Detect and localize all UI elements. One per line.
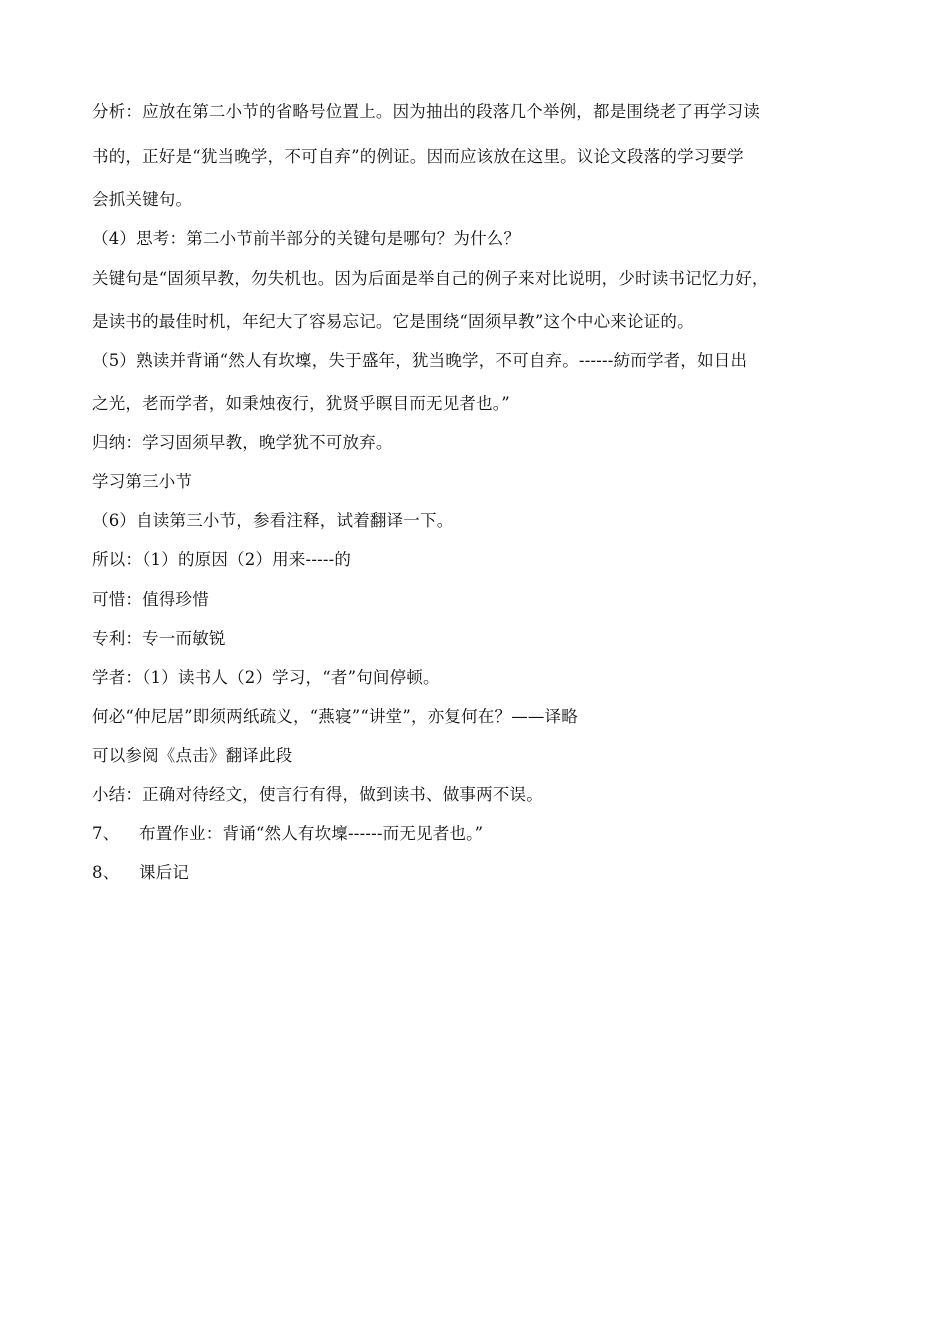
key-sentence-line-2: 是读书的最佳时机，年纪大了容易忘记。它是围绕“固须早教”这个中心来论证的。 bbox=[92, 312, 694, 331]
conclusion-line: 小结：正确对待经文，使言行有得，做到读书、做事两不误。 bbox=[92, 785, 543, 804]
reference-line: 可以参阅《点击》翻译此段 bbox=[92, 746, 293, 765]
analysis-line-1: 分析：应放在第二小节的省略号位置上。因为抽出的段落几个举例，都是围绕老了再学习读 bbox=[92, 102, 760, 121]
analysis-line-2: 书的，正好是“犹当晚学，不可自弃”的例证。因而应该放在这里。议论文段落的学习要学 bbox=[92, 147, 744, 166]
list-text: 布置作业：背诵“然人有坎壈------而无见者也。” bbox=[139, 824, 484, 843]
key-sentence-line-1: 关键句是“固须早教，勿失机也。因为后面是举自己的例子来对比说明，少时读书记忆力好， bbox=[92, 269, 769, 288]
list-text: 课后记 bbox=[139, 863, 190, 882]
analysis-line-3: 会抓关键句。 bbox=[92, 190, 193, 209]
task-5-line-1: （5）熟读并背诵“然人有坎壈，失于盛年，犹当晚学，不可自弃。------紡而学者，如日出 bbox=[92, 351, 748, 370]
summary-induction: 归纳：学习固须早教，晚学犹不可放弃。 bbox=[92, 433, 393, 452]
list-item-7 bbox=[92, 823, 483, 845]
question-4: （4）思考：第二小节前半部分的关键句是哪句？为什么？ bbox=[92, 229, 521, 248]
vocab-xuezhe: 学者：（1）读书人（2）学习，“者”句间停顿。 bbox=[92, 668, 440, 687]
list-number: 7、 bbox=[92, 824, 120, 843]
vocab-zhuanli: 专利：专一而敏锐 bbox=[92, 629, 226, 648]
list-item-8 bbox=[92, 862, 189, 884]
list-number: 8、 bbox=[92, 863, 120, 882]
vocab-suoyi: 所以：（1）的原因（2）用来-----的 bbox=[92, 550, 352, 569]
task-5-line-2: 之光，老而学者，如秉烛夜行，犹贤乎瞑目而无见者也。” bbox=[92, 394, 510, 413]
section-heading-3: 学习第三小节 bbox=[92, 472, 193, 491]
task-6: （6）自读第三小节，参看注释，试着翻译一下。 bbox=[92, 511, 454, 530]
vocab-kexi: 可惜：值得珍惜 bbox=[92, 590, 209, 609]
quote-line: 何必“仲尼居”即须两纸疏义，“燕寝”“讲堂”，亦复何在？——译略 bbox=[92, 707, 579, 726]
